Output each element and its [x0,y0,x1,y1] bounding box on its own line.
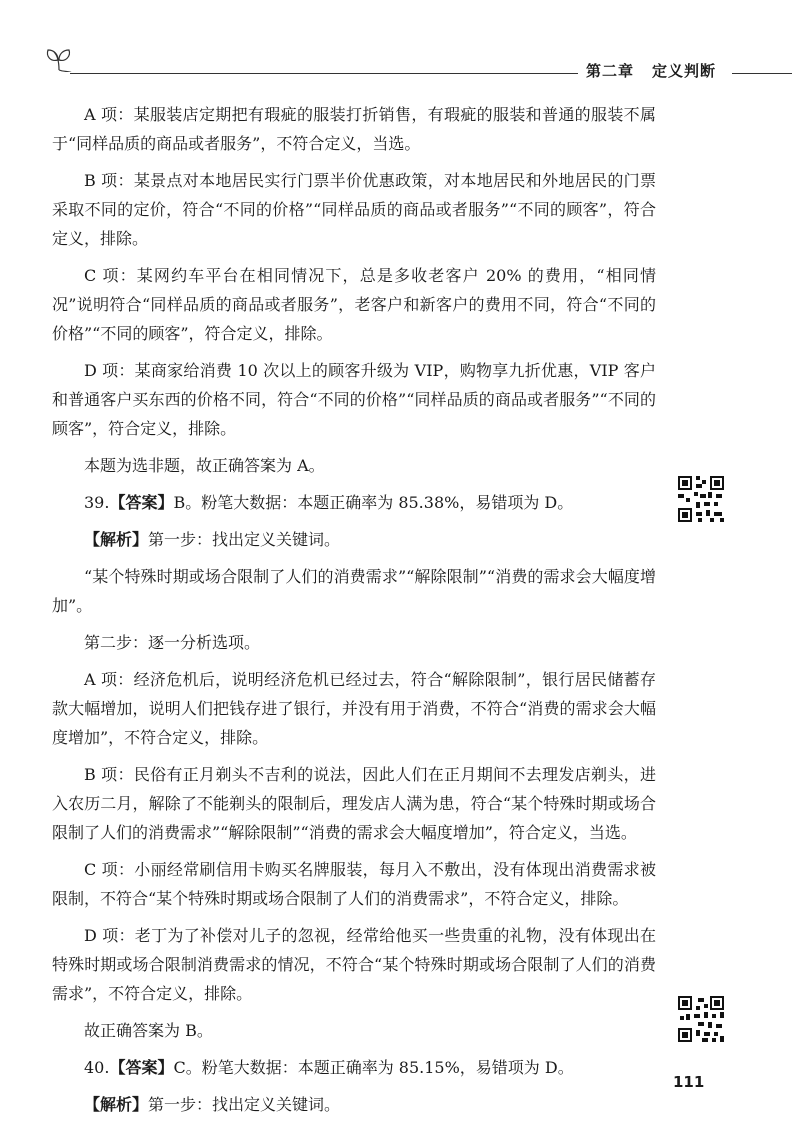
paragraph-option-c-q39: C 项：小丽经常刷信用卡购买名牌服装，每月入不敷出，没有体现出消费需求被限制，不符合“某个特殊时期或场合限制了人们的消费需求”，不符合定义，排除。 [52,860,656,908]
header-rule-right [732,73,792,74]
paragraph-step2-q39: 第二步：逐一分析选项。 [84,633,261,652]
paragraph-analysis-q40 [52,1090,656,1119]
paragraph-option-a-q39: A 项：经济危机后，说明经济危机已经过去，符合“解除限制”，银行居民储蓄存款大幅增加，说明人们把钱存进了银行，并没有用于消费，不符合“消费的需求会大幅度增加”，不符合定义，排除。 [52,670,656,747]
analysis-text: 第一步：找出定义关键词。 [148,530,341,549]
paragraph-option-b-q38: B 项：某景点对本地居民实行门票半价优惠政策，对本地居民和外地居民的门票采取不同的定价，符合“不同的价格”“同样品质的商品或者服务”“不同的顾客”，符合定义，排除。 [52,171,656,248]
chapter-section: 定义判断 [652,62,717,80]
paragraph-option-d-q39: D 项：老丁为了补偿对儿子的忽视，经常给他买一些贵重的礼物，没有体现出在特殊时期或场合限制消费需求的情况，不符合“某个特殊时期或场合限制了人们的消费需求”，不符合定义，排除。 [52,926,656,1003]
answer-text: C。粉笔大数据：本题正确率为 85.15%，易错项为 D。 [173,1058,574,1077]
qr-code-icon[interactable] [676,994,726,1044]
paragraph-option-a-q38: A 项：某服装店定期把有瑕疵的服装打折销售，有瑕疵的服装和普通的服装不属于“同样品质的商品或者服务”，不符合定义，当选。 [52,105,656,153]
paragraph-analysis-q39 [52,525,656,554]
answer-label: 【答案】 [109,493,174,512]
paragraph-keywords-q39: “某个特殊时期或场合限制了人们的消费需求”“解除限制”“消费的需求会大幅度增加”。 [52,567,656,615]
answer-text: B。粉笔大数据：本题正确率为 85.38%，易错项为 D。 [173,493,574,512]
chapter-number: 第二章 [586,62,635,80]
leaf-logo-icon [44,44,74,72]
answer-label: 【答案】 [109,1058,174,1077]
question-number: 40. [84,1058,110,1077]
paragraph-answer-q40 [52,1053,656,1082]
paragraph-option-b-q39: B 项：民俗有正月剃头不吉利的说法，因此人们在正月期间不去理发店剃头，进入农历二月，解除了不能剃头的限制后，理发店人满为患，符合“某个特殊时期或场合限制了人们的消费需求”“解除限制”“消费的需求会大幅度增加”，符合定义，当选。 [52,765,656,842]
paragraph-conclusion-q38: 本题为选非题，故正确答案为 A。 [84,456,325,475]
analysis-label: 【解析】 [84,530,149,549]
paragraph-answer-q39 [52,488,656,517]
analysis-label: 【解析】 [84,1095,149,1114]
paragraph-option-d-q38: D 项：某商家给消费 10 次以上的顾客升级为 VIP，购物享九折优惠，VIP 客户和普通客户买东西的价格不同，符合“不同的价格”“同样品质的商品或者服务”“不同的顾客”，符合定义，排除。 [52,361,656,438]
paragraph-option-c-q38: C 项：某网约车平台在相同情况下，总是多收老客户 20% 的费用，“相同情况”说明符合“同样品质的商品或者服务”，老客户和新客户的费用不同，符合“不同的价格”“不同的顾客”，符合定义，排除。 [52,266,656,343]
page-body [52,100,656,1127]
analysis-text: 第一步：找出定义关键词。 [148,1095,341,1114]
page-header [0,0,800,90]
paragraph-conclusion-q39: 故正确答案为 B。 [84,1021,213,1040]
question-number: 39. [84,493,110,512]
chapter-title [586,60,716,81]
qr-code-icon[interactable] [676,474,726,524]
page-number: 111 [673,1073,705,1091]
header-rule-left [70,73,578,74]
